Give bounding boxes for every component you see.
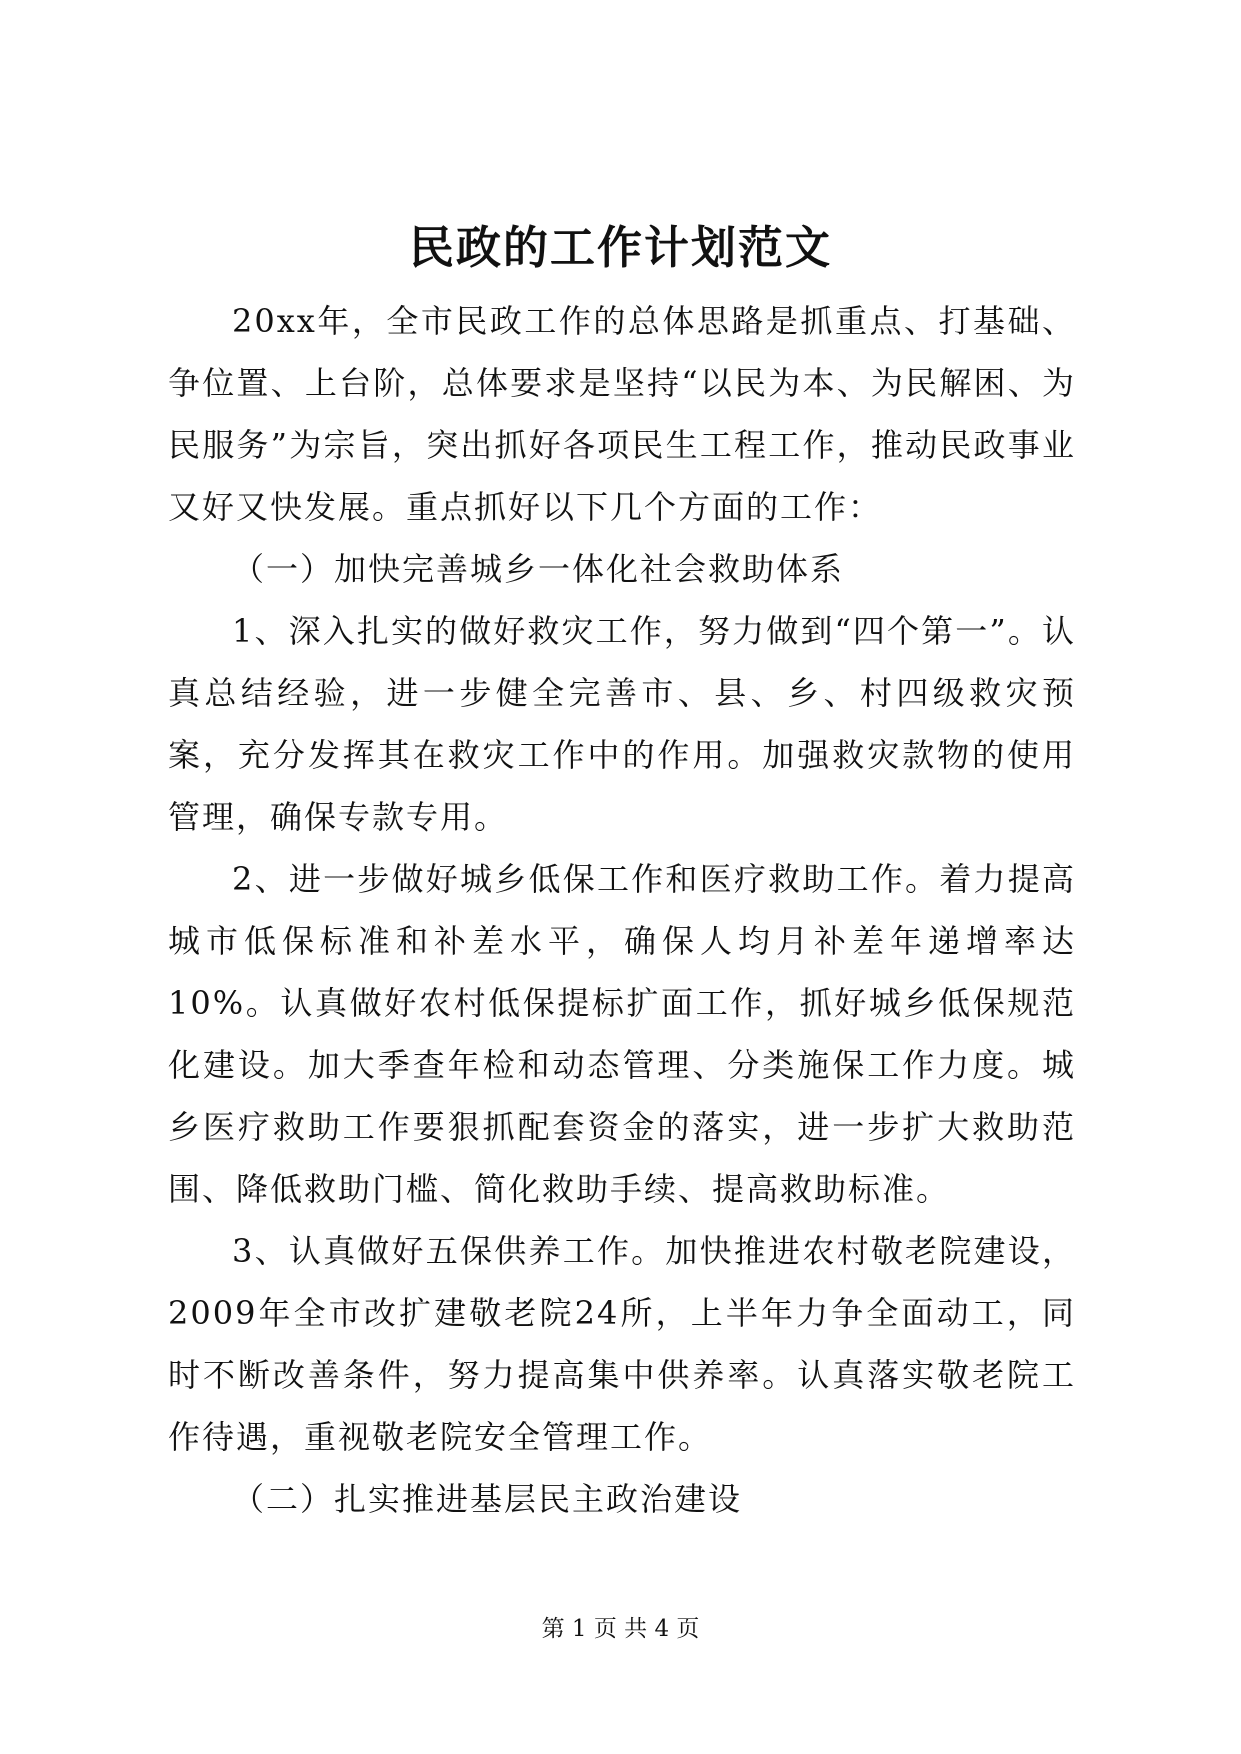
section-heading-1: （一）加快完善城乡一体化社会救助体系 — [232, 550, 845, 588]
paragraph-item-3: 3、认真做好五保供养工作。加快推进农村敬老院建设，2009年全市改扩建敬老院24所，上半年力争全面动工，同时不断改善条件，努力提高集中供养率。认真落实敬老院工作待遇，重视敬老院安全管理工作。 — [168, 1232, 1076, 1456]
document-body — [168, 290, 1076, 1530]
section-heading-2: （二）扎实推进基层民主政治建设 — [232, 1480, 743, 1518]
page-footer: 第 1 页 共 4 页 — [541, 1616, 700, 1642]
paragraph-item-2: 2、进一步做好城乡低保工作和医疗救助工作。着力提高城市低保标准和补差水平，确保人均月补差年递增率达10%。认真做好农村低保提标扩面工作，抓好城乡低保规范化建设。加大季查年检和动态管理、分类施保工作力度。城乡医疗救助工作要狠抓配套资金的落实，进一步扩大救助范围、降低救助门槛、简化救助手续、提高救助标准。 — [168, 860, 1076, 1208]
document-title: 民政的工作计划范文 — [408, 221, 832, 274]
paragraph-item-1: 1、深入扎实的做好救灾工作，努力做到“四个第一”。认真总结经验，进一步健全完善市、县、乡、村四级救灾预案，充分发挥其在救灾工作中的作用。加强救灾款物的使用管理，确保专款专用。 — [168, 612, 1076, 836]
paragraph-intro: 20xx年，全市民政工作的总体思路是抓重点、打基础、争位置、上台阶，总体要求是坚持“以民为本、为民解困、为民服务”为宗旨，突出抓好各项民生工程工作，推动民政事业又好又快发展。重点抓好以下几个方面的工作： — [168, 302, 1076, 526]
